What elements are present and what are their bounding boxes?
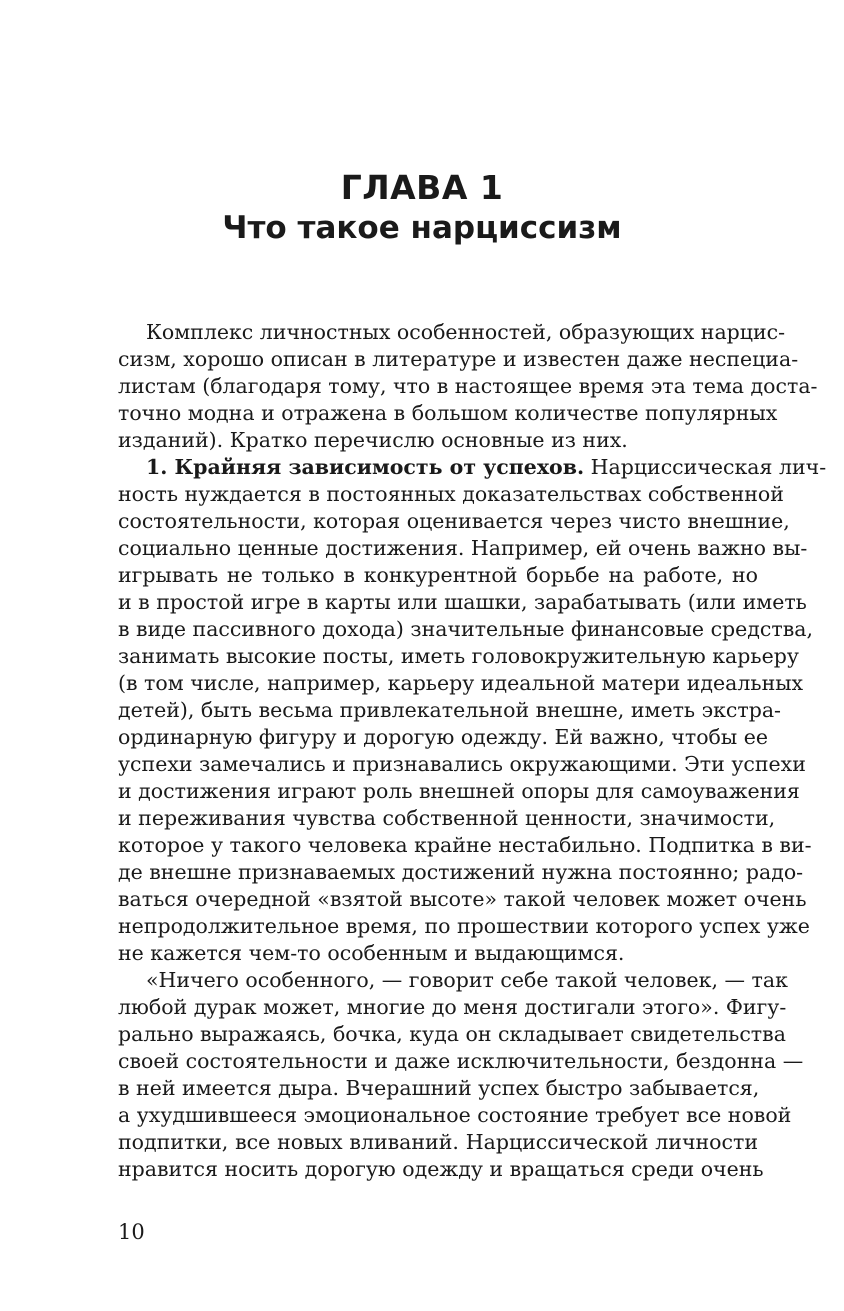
text-line: социально ценные достижения. Например, ей очень важно вы- (118, 536, 808, 560)
text-line: сизм, хорошо описан в литературе и известен даже неспециа- (118, 347, 799, 371)
text-line: подпитки, все новых вливаний. Нарциссической личности (118, 1130, 758, 1154)
text-line: ваться очередной «взятой высоте» такой человек может очень (118, 887, 807, 911)
section-heading: 1. Крайняя зависимость от успехов. (146, 455, 585, 479)
text-line: игрывать не только в конкурентной борьбе на работе, но (118, 563, 758, 587)
text-line: и переживания чувства собственной ценности, значимости, (118, 806, 776, 830)
text-line: рально выражаясь, бочка, куда он складывает свидетельства (118, 1022, 786, 1046)
text-line: ординарную фигуру и дорогую одежду. Ей важно, чтобы ее (118, 725, 768, 749)
text-line: листам (благодаря тому, что в настоящее время эта тема доста- (118, 374, 818, 398)
chapter-number: ГЛАВА 1 (340, 168, 504, 207)
text-line (118, 454, 827, 481)
chapter-title: Что такое нарциссизм (222, 210, 622, 246)
text-line: точно модна и отражена в большом количестве популярных (118, 401, 778, 425)
text-line: непродолжительное время, по прошествии которого успех уже (118, 914, 810, 938)
text-line: и достижения играют роль внешней опоры для самоуважения (118, 779, 800, 803)
text-line: (в том числе, например, карьеру идеальной матери идеальных (118, 671, 804, 695)
paragraph (118, 967, 804, 1183)
text-line: в ней имеется дыра. Вчерашний успех быстро забывается, (118, 1076, 760, 1100)
page-number: 10 (118, 1220, 145, 1244)
text-line: в виде пассивного дохода) значительные финансовые средства, (118, 617, 814, 641)
text-line: не кажется чем-то особенным и выдающимся. (118, 941, 625, 965)
text-line: которое у такого человека крайне нестабильно. Подпитка в ви- (118, 833, 812, 857)
text-line: занимать высокие посты, иметь головокружительную карьеру (118, 644, 799, 668)
text-line: успехи замечались и признавались окружающими. Эти успехи (118, 752, 806, 776)
text-line: и в простой игре в карты или шашки, зарабатывать (или иметь (118, 590, 807, 614)
text-run: Нарциссическая лич- (584, 455, 827, 479)
paragraph (118, 319, 818, 454)
body-text (118, 319, 827, 1183)
text-line: состоятельности, которая оценивается через чисто внешние, (118, 509, 790, 533)
text-line: Комплекс личностных особенностей, образующих нарцис- (146, 320, 786, 344)
text-line: а ухудшившееся эмоциональное состояние требует все новой (118, 1103, 792, 1127)
text-line: изданий). Кратко перечислю основные из них. (118, 428, 628, 452)
text-line: ность нуждается в постоянных доказательствах собственной (118, 482, 784, 506)
text-line: любой дурак может, многие до меня достигали этого». Фигу- (118, 995, 787, 1019)
text-line: нравится носить дорогую одежду и вращаться среди очень (118, 1157, 764, 1181)
text-line: своей состоятельности и даже исключительности, бездонна — (118, 1049, 804, 1073)
text-line: детей), быть весьма привлекательной внешне, иметь экстра- (118, 698, 781, 722)
text-line: де внешне признаваемых достижений нужна постоянно; радо- (118, 860, 804, 884)
paragraph (118, 454, 827, 967)
text-line: «Ничего особенного, — говорит себе такой человек, — так (146, 968, 788, 992)
